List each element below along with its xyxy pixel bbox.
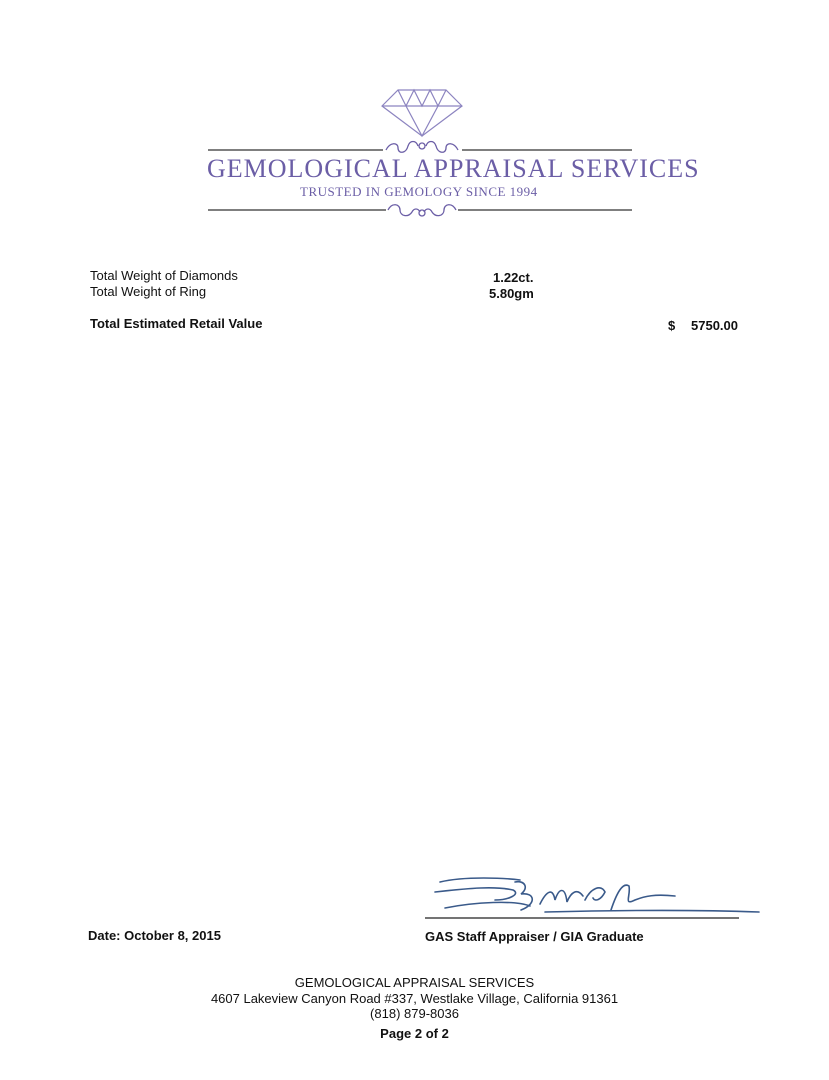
footer-phone: (818) 879-8036 — [370, 1006, 459, 1021]
ring-weight-label: Total Weight of Ring — [90, 284, 207, 299]
footer-address: 4607 Lakeview Canyon Road #337, Westlake Village, California 91361 — [210, 991, 619, 1006]
footer-company: GEMOLOGICAL APPRAISAL SERVICES — [294, 975, 535, 990]
scroll-ornament-icon — [388, 205, 456, 216]
diamond-weight-label: Total Weight of Diamonds — [90, 268, 238, 283]
brand-name: GEMOLOGICAL APPRAISAL SERVICES — [207, 154, 700, 183]
ring-weight-value: 5.80gm — [489, 286, 534, 301]
retail-value-label: Total Estimated Retail Value — [90, 316, 263, 331]
scroll-ornament-icon — [386, 142, 458, 153]
brand-tagline: TRUSTED IN GEMOLOGY SINCE 1994 — [300, 184, 538, 199]
page-number: Page 2 of 2 — [380, 1026, 449, 1041]
appraiser-signature — [425, 870, 765, 925]
diamond-icon — [382, 90, 462, 136]
appraisal-date: Date: October 8, 2015 — [88, 928, 221, 943]
diamond-weight-value: 1.22ct. — [493, 270, 534, 285]
appraiser-title: GAS Staff Appraiser / GIA Graduate — [425, 929, 644, 944]
retail-value: 5750.00 — [691, 318, 738, 333]
retail-currency: $ — [668, 318, 676, 333]
